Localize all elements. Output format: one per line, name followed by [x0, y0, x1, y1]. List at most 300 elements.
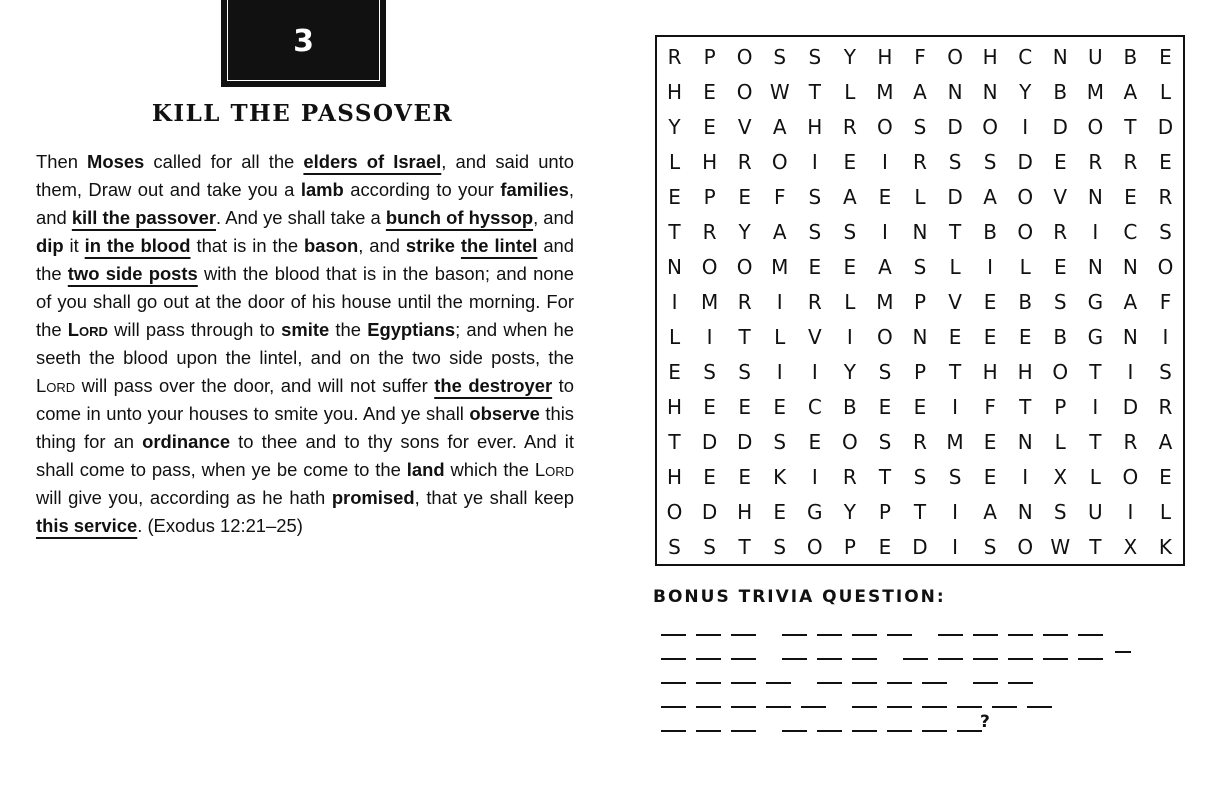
grid-letter[interactable]: T [668, 429, 681, 454]
hidden-word: bason [304, 235, 359, 256]
grid-letter[interactable]: I [1022, 114, 1029, 139]
answer-blank[interactable] [938, 616, 963, 636]
answer-blank[interactable] [887, 664, 912, 684]
answer-blank[interactable] [766, 664, 791, 684]
answer-blank[interactable] [696, 616, 721, 636]
grid-letter[interactable]: B [983, 219, 997, 244]
grid-letter[interactable]: D [1122, 394, 1139, 419]
grid-letter[interactable]: M [700, 289, 719, 314]
grid-letter[interactable]: V [807, 324, 822, 349]
grid-letter[interactable]: I [1092, 219, 1099, 244]
grid-letter[interactable]: A [1123, 289, 1138, 314]
grid-letter[interactable]: N [912, 324, 928, 349]
hidden-phrase: two side posts [67, 263, 198, 284]
grid-letter[interactable]: B [1018, 289, 1033, 314]
grid-letter[interactable]: R [842, 114, 857, 139]
grid-letter[interactable]: P [1054, 394, 1067, 419]
grid-letter[interactable]: E [808, 254, 822, 279]
grid-letter[interactable]: T [738, 534, 751, 559]
grid-letter[interactable]: Y [843, 44, 856, 69]
grid-letter[interactable]: O [736, 254, 753, 279]
grid-letter[interactable]: S [878, 359, 892, 384]
grid-letter[interactable]: S [703, 359, 716, 384]
grid-letter[interactable]: D [1052, 114, 1068, 139]
grid-letter[interactable]: E [738, 464, 751, 489]
grid-letter[interactable]: R [1088, 149, 1103, 174]
grid-letter[interactable]: E [1053, 254, 1067, 279]
answer-blank[interactable] [817, 664, 842, 684]
grid-letter[interactable]: Y [738, 219, 751, 244]
answer-blank[interactable] [1008, 664, 1033, 684]
hidden-word: ordinance [142, 431, 231, 452]
passage-text: , and [358, 235, 406, 256]
answer-blank[interactable] [817, 712, 842, 732]
answer-blank[interactable] [957, 688, 982, 708]
grid-letter[interactable]: E [878, 184, 892, 209]
grid-letter[interactable]: D [1017, 149, 1033, 174]
grid-letter[interactable]: O [771, 149, 788, 174]
grid-letter[interactable]: A [1123, 79, 1138, 104]
grid-letter[interactable]: B [1053, 324, 1068, 349]
answer-blank[interactable] [1043, 616, 1068, 636]
grid-letter[interactable]: A [772, 114, 787, 139]
answer-blank[interactable] [817, 640, 842, 660]
grid-letter[interactable]: L [774, 324, 786, 349]
grid-letter[interactable]: L [668, 324, 681, 349]
grid-letter[interactable]: N [912, 219, 928, 244]
grid-letter[interactable]: H [877, 44, 893, 69]
grid-letter[interactable]: G [807, 499, 823, 524]
grid-letter[interactable]: N [947, 79, 963, 104]
grid-letter[interactable]: E [738, 184, 751, 209]
grid-letter[interactable]: F [984, 394, 996, 419]
grid-letter[interactable]: I [811, 464, 818, 489]
hidden-phrase: the lintel [460, 235, 538, 256]
grid-letter[interactable]: B [1123, 44, 1138, 69]
answer-blank[interactable] [973, 616, 998, 636]
grid-letter[interactable]: G [1087, 289, 1104, 314]
answer-blank[interactable] [887, 688, 912, 708]
grid-letter[interactable]: U [1088, 499, 1103, 524]
grid-letter[interactable]: S [773, 429, 787, 454]
grid-letter[interactable]: P [913, 289, 927, 314]
grid-letter[interactable]: H [982, 359, 998, 384]
grid-letter[interactable]: I [846, 324, 853, 349]
grid-letter[interactable]: D [1157, 114, 1174, 139]
grid-letter[interactable]: V [948, 289, 962, 314]
answer-blank[interactable] [852, 688, 877, 708]
grid-letter[interactable]: S [808, 44, 822, 69]
grid-letter[interactable]: D [912, 534, 928, 559]
answer-blank[interactable] [973, 640, 998, 660]
grid-letter[interactable]: W [769, 79, 790, 104]
grid-letter[interactable]: S [948, 149, 962, 174]
answer-blank[interactable] [817, 616, 842, 636]
grid-letter[interactable]: A [1158, 429, 1173, 454]
grid-letter[interactable]: E [668, 359, 681, 384]
grid-letter[interactable]: T [1124, 114, 1137, 139]
grid-letter[interactable]: S [668, 534, 681, 559]
grid-letter[interactable]: I [776, 289, 783, 314]
grid-letter[interactable]: T [1089, 359, 1102, 384]
grid-letter[interactable]: V [737, 114, 752, 139]
grid-letter[interactable]: S [983, 534, 997, 559]
grid-letter[interactable]: S [703, 534, 716, 559]
grid-letter[interactable]: F [914, 44, 926, 69]
grid-letter[interactable]: N [982, 79, 998, 104]
grid-letter[interactable]: F [773, 184, 786, 209]
grid-letter[interactable]: O [1087, 114, 1104, 139]
grid-letter[interactable]: D [947, 184, 963, 209]
grid-letter[interactable]: E [1018, 324, 1032, 349]
grid-letter[interactable]: T [1019, 394, 1032, 419]
grid-letter[interactable]: X [1123, 534, 1138, 559]
grid-letter[interactable]: E [1124, 184, 1137, 209]
grid-letter[interactable]: O [877, 324, 893, 349]
grid-letter[interactable]: E [1159, 44, 1172, 69]
grid-letter[interactable]: T [738, 324, 751, 349]
grid-letter[interactable]: C [1018, 44, 1033, 69]
grid-letter[interactable]: R [1158, 394, 1173, 419]
grid-letter[interactable]: H [667, 79, 683, 104]
grid-letter[interactable]: E [843, 254, 857, 279]
hidden-word: observe [469, 403, 540, 424]
grid-letter[interactable]: P [913, 359, 927, 384]
answer-blank[interactable] [696, 712, 721, 732]
passage-text: Then [36, 151, 88, 172]
grid-letter[interactable]: E [703, 114, 716, 139]
grid-letter[interactable]: M [946, 429, 964, 454]
grid-letter[interactable]: L [844, 79, 856, 104]
answer-blank[interactable] [1043, 640, 1068, 660]
grid-letter[interactable]: T [913, 499, 927, 524]
grid-letter[interactable]: R [737, 289, 752, 314]
answer-blank[interactable] [731, 640, 756, 660]
grid-letter[interactable]: P [878, 499, 891, 524]
grid-letter[interactable]: N [1087, 184, 1103, 209]
grid-letter[interactable]: L [1159, 499, 1172, 524]
answer-blank[interactable] [782, 616, 807, 636]
answer-blank[interactable] [766, 688, 791, 708]
grid-letter[interactable]: E [773, 499, 787, 524]
grid-letter[interactable]: R [842, 464, 857, 489]
grid-letter[interactable]: R [1123, 429, 1138, 454]
grid-letter[interactable]: I [776, 359, 783, 384]
answer-blank[interactable] [852, 640, 877, 660]
grid-letter[interactable]: P [703, 184, 716, 209]
grid-letter[interactable]: E [1159, 464, 1172, 489]
grid-letter[interactable]: E [668, 184, 681, 209]
grid-letter[interactable]: H [1017, 359, 1033, 384]
answer-blank[interactable] [903, 640, 928, 660]
grid-letter[interactable]: E [1053, 149, 1067, 174]
grid-letter[interactable]: I [987, 254, 994, 279]
answer-blank[interactable] [696, 688, 721, 708]
grid-letter[interactable]: A [913, 79, 927, 104]
grid-letter[interactable]: S [773, 44, 787, 69]
grid-letter[interactable]: L [844, 289, 856, 314]
grid-letter[interactable]: O [1122, 464, 1139, 489]
grid-letter[interactable]: K [773, 464, 787, 489]
passage-text: . And ye shall take a [216, 207, 386, 228]
grid-letter[interactable]: H [667, 394, 683, 419]
answer-blank[interactable] [1008, 640, 1033, 660]
grid-letter[interactable]: I [706, 324, 713, 349]
answer-blank[interactable] [661, 640, 686, 660]
answer-blank[interactable] [661, 664, 686, 684]
answer-blank[interactable] [922, 664, 947, 684]
answer-blank[interactable] [731, 664, 756, 684]
grid-letter[interactable]: R [737, 149, 752, 174]
answer-blank[interactable] [992, 688, 1017, 708]
grid-letter[interactable]: D [947, 114, 963, 139]
grid-letter[interactable]: G [1087, 324, 1104, 349]
grid-letter[interactable]: R [913, 149, 927, 174]
grid-letter[interactable]: M [1086, 79, 1104, 104]
grid-letter[interactable]: S [913, 464, 927, 489]
hidden-word: Egyptians [367, 319, 456, 340]
answer-blank[interactable] [696, 664, 721, 684]
grid-letter[interactable]: E [1159, 149, 1172, 174]
passage-text: with the blood that is in the bason; and none of you shall go out at the door of his house until the morning. For the [36, 263, 574, 340]
grid-letter[interactable]: S [773, 534, 787, 559]
answer-blank[interactable] [1078, 640, 1103, 660]
grid-letter[interactable]: I [811, 149, 818, 174]
grid-letter[interactable]: T [668, 219, 681, 244]
answer-blank[interactable] [731, 712, 756, 732]
grid-letter[interactable]: P [843, 534, 856, 559]
grid-letter[interactable]: A [878, 254, 892, 279]
grid-letter[interactable]: A [772, 219, 787, 244]
grid-letter[interactable]: S [913, 254, 927, 279]
grid-letter[interactable]: Y [843, 359, 856, 384]
grid-letter[interactable]: M [771, 254, 789, 279]
answer-blank[interactable] [731, 688, 756, 708]
hidden-word: Moses [87, 151, 145, 172]
grid-letter[interactable]: S [948, 464, 962, 489]
grid-letter[interactable]: E [878, 534, 892, 559]
grid-letter[interactable]: O [666, 499, 683, 524]
grid-letter[interactable]: N [1017, 429, 1033, 454]
grid-letter[interactable]: B [842, 394, 857, 419]
grid-letter[interactable]: I [1162, 324, 1169, 349]
answer-blank[interactable] [852, 712, 877, 732]
answer-blank[interactable] [973, 664, 998, 684]
grid-letter[interactable]: E [983, 429, 997, 454]
grid-letter[interactable]: L [1019, 254, 1031, 279]
grid-letter[interactable]: S [808, 184, 822, 209]
grid-letter[interactable]: E [983, 464, 997, 489]
grid-letter[interactable]: Y [843, 499, 856, 524]
grid-letter[interactable]: V [1053, 184, 1068, 209]
passage-text: , and [533, 207, 574, 228]
grid-letter[interactable]: T [808, 79, 821, 104]
grid-letter[interactable]: E [808, 429, 822, 454]
grid-letter[interactable]: S [1053, 499, 1067, 524]
answer-blank[interactable] [957, 712, 982, 732]
grid-letter[interactable]: L [949, 254, 961, 279]
answer-blank[interactable] [922, 712, 947, 732]
grid-letter[interactable]: I [952, 394, 959, 419]
passage-text: the [329, 319, 368, 340]
grid-letter[interactable]: M [876, 79, 894, 104]
grid-letter[interactable]: O [982, 114, 998, 139]
grid-letter[interactable]: E [843, 149, 857, 174]
grid-letter[interactable]: I [881, 149, 888, 174]
grid-letter[interactable]: D [701, 499, 718, 524]
answer-blank[interactable] [852, 664, 877, 684]
grid-letter[interactable]: O [736, 79, 753, 104]
grid-letter[interactable]: D [701, 429, 718, 454]
grid-letter[interactable]: H [737, 499, 753, 524]
grid-letter[interactable]: O [1017, 219, 1034, 244]
grid-letter[interactable]: N [1017, 499, 1033, 524]
grid-letter[interactable]: N [1122, 254, 1138, 279]
grid-letter[interactable]: D [736, 429, 753, 454]
grid-letter[interactable]: O [1052, 359, 1069, 384]
grid-letter[interactable]: O [806, 534, 823, 559]
grid-letter[interactable]: T [878, 464, 892, 489]
answer-blank[interactable] [801, 688, 826, 708]
answer-blank[interactable] [696, 640, 721, 660]
grid-letter[interactable]: E [878, 394, 892, 419]
grid-letter[interactable]: M [876, 289, 894, 314]
grid-letter[interactable]: S [843, 219, 857, 244]
grid-letter[interactable]: O [736, 44, 753, 69]
grid-letter[interactable]: N [667, 254, 683, 279]
grid-letter[interactable]: T [1089, 534, 1102, 559]
grid-letter[interactable]: S [983, 149, 997, 174]
grid-letter[interactable]: E [738, 394, 751, 419]
grid-letter[interactable]: E [703, 79, 716, 104]
grid-letter[interactable]: Y [668, 114, 681, 139]
grid-letter[interactable]: H [982, 44, 998, 69]
grid-letter[interactable]: I [881, 219, 888, 244]
answer-blank[interactable] [661, 688, 686, 708]
grid-letter[interactable]: O [877, 114, 893, 139]
grid-letter[interactable]: N [1052, 44, 1068, 69]
passage-text: will give you, according as he hath [36, 487, 332, 508]
answer-blank[interactable] [887, 712, 912, 732]
answer-blank[interactable] [661, 616, 686, 636]
grid-letter[interactable]: Y [1019, 79, 1032, 104]
answer-blank[interactable] [782, 712, 807, 732]
grid-letter[interactable]: L [1089, 464, 1101, 489]
grid-letter[interactable]: U [1088, 44, 1103, 69]
answer-blank[interactable] [852, 616, 877, 636]
grid-letter[interactable]: A [843, 184, 857, 209]
grid-letter[interactable]: I [1127, 359, 1134, 384]
hidden-word: strike [405, 235, 455, 256]
answer-blank[interactable] [887, 616, 912, 636]
hidden-phrase: this service [36, 515, 138, 536]
grid-letter[interactable]: R [1158, 184, 1173, 209]
grid-letter[interactable]: R [702, 219, 717, 244]
grid-letter[interactable]: K [1158, 534, 1173, 559]
grid-letter[interactable]: E [703, 464, 716, 489]
grid-letter[interactable]: I [811, 359, 818, 384]
grid-letter[interactable]: O [1157, 254, 1174, 279]
grid-letter[interactable]: T [948, 219, 962, 244]
grid-letter[interactable]: E [983, 289, 997, 314]
grid-letter[interactable]: O [1017, 184, 1034, 209]
grid-letter[interactable]: E [703, 394, 716, 419]
grid-letter[interactable]: O [1017, 534, 1034, 559]
answer-blank[interactable] [1008, 616, 1033, 636]
hidden-word: promised [331, 487, 415, 508]
answer-blank[interactable] [731, 616, 756, 636]
grid-letter[interactable]: O [947, 44, 963, 69]
grid-letter[interactable]: S [913, 114, 927, 139]
grid-letter[interactable]: R [1053, 219, 1068, 244]
grid-letter[interactable]: W [1050, 534, 1071, 559]
grid-letter[interactable]: H [807, 114, 823, 139]
grid-letter[interactable]: I [952, 499, 959, 524]
word-search-grid [655, 35, 1185, 566]
grid-letter[interactable]: S [1159, 359, 1172, 384]
grid-letter[interactable]: E [913, 394, 927, 419]
grid-letter[interactable]: P [703, 44, 716, 69]
grid-letter[interactable]: S [808, 219, 822, 244]
grid-letter[interactable]: R [807, 289, 822, 314]
grid-letter[interactable]: N [1122, 324, 1138, 349]
grid-letter[interactable]: S [1159, 219, 1172, 244]
grid-letter[interactable]: H [702, 149, 718, 174]
puzzle-number: 3 [293, 23, 314, 59]
grid-letter[interactable]: L [1054, 429, 1066, 454]
answer-blank[interactable] [661, 712, 686, 732]
grid-letter[interactable]: R [913, 429, 927, 454]
grid-letter[interactable]: R [667, 44, 682, 69]
grid-letter[interactable]: S [878, 429, 892, 454]
grid-letter[interactable]: T [948, 359, 962, 384]
grid-letter[interactable]: A [983, 184, 997, 209]
answer-blank[interactable] [1078, 616, 1103, 636]
grid-letter[interactable]: H [667, 464, 683, 489]
grid-letter[interactable]: X [1053, 464, 1068, 489]
grid-letter[interactable]: I [952, 534, 959, 559]
answer-blank[interactable] [938, 640, 963, 660]
grid-letter[interactable]: C [1123, 219, 1138, 244]
grid-letter[interactable]: O [701, 254, 718, 279]
answer-blank[interactable] [1027, 688, 1052, 708]
grid-letter[interactable]: F [1159, 289, 1172, 314]
grid-letter[interactable]: O [841, 429, 858, 454]
grid-letter[interactable]: R [1123, 149, 1138, 174]
grid-letter[interactable]: L [1159, 79, 1172, 104]
answer-blank[interactable] [922, 688, 947, 708]
continuation-dash [1115, 651, 1131, 653]
answer-blank[interactable] [782, 640, 807, 660]
grid-letter[interactable]: E [948, 324, 962, 349]
grid-letter[interactable]: I [671, 289, 678, 314]
grid-letter[interactable]: T [1089, 429, 1102, 454]
grid-letter[interactable]: S [738, 359, 751, 384]
grid-letter[interactable]: N [1087, 254, 1103, 279]
grid-letter[interactable]: L [668, 149, 681, 174]
grid-letter[interactable]: I [1127, 499, 1134, 524]
grid-letter[interactable]: A [983, 499, 997, 524]
grid-letter[interactable]: S [1053, 289, 1067, 314]
grid-letter[interactable]: C [807, 394, 822, 419]
grid-letter[interactable]: I [1092, 394, 1099, 419]
grid-letter[interactable]: E [983, 324, 997, 349]
hidden-phrase: kill the passover [71, 207, 217, 228]
grid-letter[interactable]: I [1022, 464, 1029, 489]
grid-letter[interactable]: E [773, 394, 787, 419]
grid-letter[interactable]: B [1053, 79, 1068, 104]
grid-letter[interactable]: L [914, 184, 926, 209]
